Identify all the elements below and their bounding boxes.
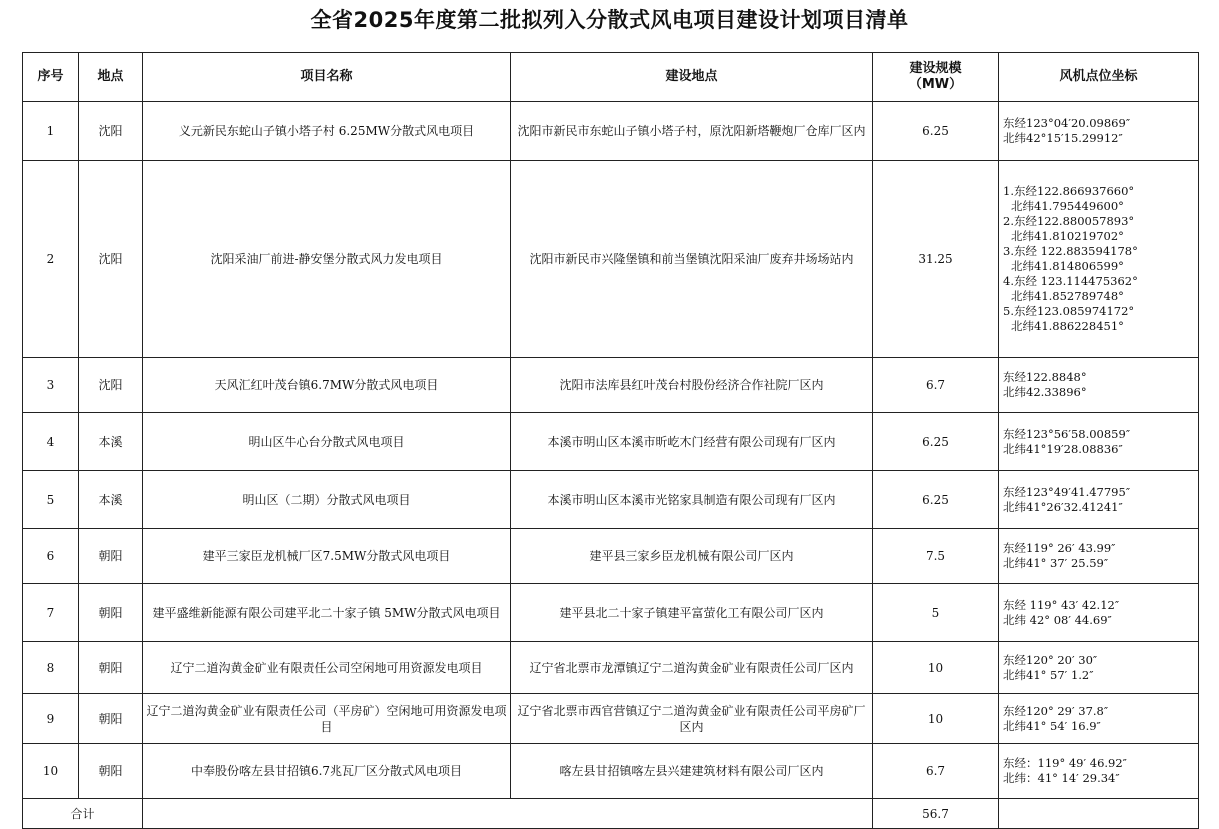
coord-line: 北纬41° 57′ 1.2″ — [1003, 667, 1094, 682]
project-name-cell: 建平三家臣龙机械厂区7.5MW分散式风电项目 — [143, 529, 511, 584]
seq-cell: 3 — [23, 358, 79, 413]
coords-cell — [999, 161, 1199, 358]
table-row — [23, 642, 1199, 694]
coords-cell — [999, 102, 1199, 161]
project-name-cell: 明山区（二期）分散式风电项目 — [143, 471, 511, 529]
seq-cell: 2 — [23, 161, 79, 358]
project-name-cell: 建平盛维新能源有限公司建平北二十家子镇 5MW分散式风电项目 — [143, 584, 511, 642]
coord-line: 东经123°49′41.47795″ — [1003, 484, 1131, 499]
seq-cell: 1 — [23, 102, 79, 161]
total-scale: 56.7 — [873, 799, 999, 829]
site-cell: 沈阳市法库县红叶茂台村股份经济合作社院厂区内 — [511, 358, 873, 413]
seq-cell: 9 — [23, 694, 79, 744]
coord-line: 北纬42°15′15.29912″ — [1003, 131, 1123, 145]
seq-cell: 4 — [23, 413, 79, 471]
location-cell: 沈阳 — [79, 358, 143, 413]
table-body — [23, 102, 1199, 799]
coord-line: 东经122.8848° — [1003, 370, 1087, 384]
header-scale-line1: 建设规模 — [909, 61, 962, 76]
header-site: 建设地点 — [511, 53, 873, 102]
coord-line: 3.东经 122.883594178° — [1003, 244, 1138, 258]
coords-cell — [999, 584, 1199, 642]
site-cell: 辽宁省北票市龙潭镇辽宁二道沟黄金矿业有限责任公司厂区内 — [511, 642, 873, 694]
header-row — [23, 53, 1199, 102]
project-name-cell: 辽宁二道沟黄金矿业有限责任公司（平房矿）空闲地可用资源发电项目 — [143, 694, 511, 744]
project-name-cell: 中奉股份喀左县甘招镇6.7兆瓦厂区分散式风电项目 — [143, 744, 511, 799]
seq-cell: 7 — [23, 584, 79, 642]
scale-cell: 10 — [873, 642, 999, 694]
scale-cell: 6.25 — [873, 413, 999, 471]
site-cell: 喀左县甘招镇喀左县兴建建筑材料有限公司厂区内 — [511, 744, 873, 799]
header-name: 项目名称 — [143, 53, 511, 102]
project-name-cell: 天风汇红叶茂台镇6.7MW分散式风电项目 — [143, 358, 511, 413]
coords-cell — [999, 413, 1199, 471]
coord-line: 东经120° 20′ 30″ — [1003, 652, 1098, 667]
coords-cell — [999, 744, 1199, 799]
coord-line: 东经119° 26′ 43.99″ — [1003, 541, 1116, 555]
table-row — [23, 584, 1199, 642]
scale-cell: 6.25 — [873, 471, 999, 529]
coord-line: 北纬：41° 14′ 29.34″ — [1003, 771, 1120, 785]
header-coords: 风机点位坐标 — [999, 53, 1199, 102]
scale-cell: 7.5 — [873, 529, 999, 584]
scale-cell: 6.25 — [873, 102, 999, 161]
seq-cell: 5 — [23, 471, 79, 529]
coord-line: 北纬41° 37′ 25.59″ — [1003, 556, 1109, 570]
project-name-cell: 义元新民东蛇山子镇小塔子村 6.25MW分散式风电项目 — [143, 102, 511, 161]
header-scale-line2: （MW） — [908, 77, 963, 92]
table-row — [23, 102, 1199, 161]
coord-line: 北纬41.852789748° — [1011, 289, 1124, 303]
coord-line: 东经：119° 49′ 46.92″ — [1003, 756, 1127, 770]
location-cell: 朝阳 — [79, 642, 143, 694]
coord-line: 北纬41°26′32.41241″ — [1003, 499, 1123, 514]
project-name-cell: 辽宁二道沟黄金矿业有限责任公司空闲地可用资源发电项目 — [143, 642, 511, 694]
header-scale — [873, 53, 999, 102]
coord-line: 北纬41.814806599° — [1011, 259, 1124, 273]
location-cell: 本溪 — [79, 413, 143, 471]
location-cell: 朝阳 — [79, 529, 143, 584]
coord-line: 5.东经123.085974172° — [1003, 304, 1135, 318]
table-row — [23, 161, 1199, 358]
location-cell: 朝阳 — [79, 584, 143, 642]
scale-cell: 5 — [873, 584, 999, 642]
coord-line: 东经120° 29′ 37.8″ — [1003, 703, 1109, 718]
total-empty-name — [143, 799, 873, 829]
coord-line: 北纬41° 54′ 16.9″ — [1003, 718, 1101, 733]
site-cell: 本溪市明山区本溪市昕屹木门经营有限公司现有厂区内 — [511, 413, 873, 471]
site-cell: 建平县三家乡臣龙机械有限公司厂区内 — [511, 529, 873, 584]
coord-line: 2.东经122.880057893° — [1003, 214, 1135, 228]
coord-line: 北纬41.795449600° — [1011, 199, 1124, 213]
header-seq: 序号 — [23, 53, 79, 102]
location-cell: 本溪 — [79, 471, 143, 529]
site-cell: 沈阳市新民市东蛇山子镇小塔子村，原沈阳新塔鞭炮厂仓库厂区内 — [511, 102, 873, 161]
table-row — [23, 694, 1199, 744]
coord-line: 北纬41.810219702° — [1011, 229, 1124, 243]
scale-cell: 6.7 — [873, 744, 999, 799]
table-row — [23, 471, 1199, 529]
seq-cell: 8 — [23, 642, 79, 694]
project-table — [22, 52, 1199, 829]
scale-cell: 10 — [873, 694, 999, 744]
coord-line: 4.东经 123.114475362° — [1003, 274, 1138, 288]
document-title: 全省2025年度第二批拟列入分散式风电项目建设计划项目清单 — [310, 8, 909, 32]
location-cell: 沈阳 — [79, 161, 143, 358]
coords-cell — [999, 529, 1199, 584]
project-name-cell: 明山区牛心台分散式风电项目 — [143, 413, 511, 471]
coord-line: 1.东经122.866937660° — [1003, 184, 1135, 198]
site-cell: 建平县北二十家子镇建平富萤化工有限公司厂区内 — [511, 584, 873, 642]
coord-line: 北纬42.33896° — [1003, 385, 1087, 399]
seq-cell: 10 — [23, 744, 79, 799]
site-cell: 本溪市明山区本溪市光铭家具制造有限公司现有厂区内 — [511, 471, 873, 529]
location-cell: 沈阳 — [79, 102, 143, 161]
site-cell: 沈阳市新民市兴隆堡镇和前当堡镇沈阳采油厂废弃井场场站内 — [511, 161, 873, 358]
scale-cell: 6.7 — [873, 358, 999, 413]
header-location: 地点 — [79, 53, 143, 102]
total-row — [23, 799, 1199, 829]
location-cell: 朝阳 — [79, 744, 143, 799]
coord-line: 北纬 42° 08′ 44.69″ — [1003, 612, 1112, 627]
coord-line: 北纬41°19′28.08836″ — [1003, 441, 1123, 456]
table-row — [23, 744, 1199, 799]
table-row — [23, 529, 1199, 584]
coords-cell — [999, 471, 1199, 529]
total-label: 合计 — [23, 799, 143, 829]
coord-line: 东经123°04′20.09869″ — [1003, 116, 1131, 130]
total-empty-coords — [999, 799, 1199, 829]
seq-cell: 6 — [23, 529, 79, 584]
table-row — [23, 358, 1199, 413]
coord-line: 东经123°56′58.00859″ — [1003, 426, 1131, 441]
coord-line: 北纬41.886228451° — [1011, 319, 1124, 333]
project-name-cell: 沈阳采油厂前进-静安堡分散式风力发电项目 — [143, 161, 511, 358]
location-cell: 朝阳 — [79, 694, 143, 744]
coords-cell — [999, 642, 1199, 694]
coord-line: 东经 119° 43′ 42.12″ — [1003, 597, 1120, 612]
coords-cell — [999, 694, 1199, 744]
table-row — [23, 413, 1199, 471]
site-cell: 辽宁省北票市西官营镇辽宁二道沟黄金矿业有限责任公司平房矿厂区内 — [511, 694, 873, 744]
scale-cell: 31.25 — [873, 161, 999, 358]
coords-cell — [999, 358, 1199, 413]
